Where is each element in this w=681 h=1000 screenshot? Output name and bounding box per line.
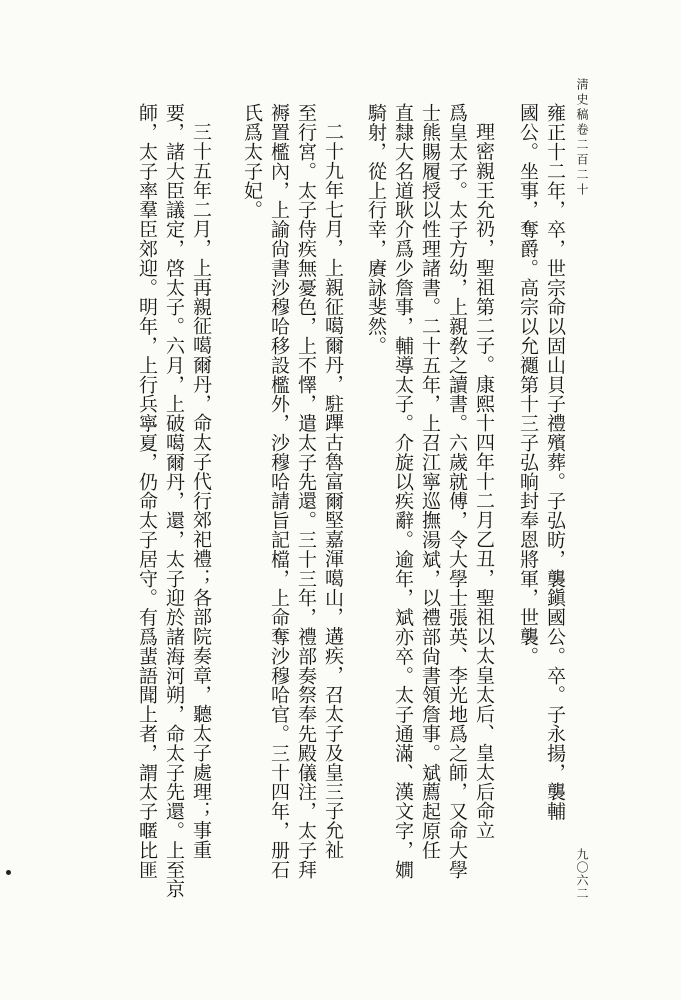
text-column-06: 直隸大名道耿介爲少詹事，輔導太子。介旋以疾辭。逾年，斌亦卒。太子通滿、漢文字，嫺 (392, 103, 414, 879)
text-column-11: 氏爲太子妃。 (241, 103, 263, 220)
text-column-01: 雍正十二年，卒，世宗命以固山貝子禮殯葬。子弘昉，襲鎭國公。卒。子永揚，襲輔 (544, 103, 566, 821)
text-column-02: 國公。坐事，奪爵。高宗以允禵第十三子弘晌封奉恩將軍，世襲。 (517, 103, 539, 666)
text-column-14: 師，太子率羣臣郊迎。明年，上行兵寧夏，仍命太子居守。有爲蜚語聞上者，謂太子暱比匪 (136, 103, 158, 879)
scan-speck (6, 870, 11, 875)
book-title-header: 淸史稿卷二百二十 (575, 78, 589, 198)
page-number: 九〇六二 (575, 848, 589, 900)
text-column-04: 爲皇太子。太子方幼，上親敎之讀書。六歲就傅，令大學士張英、李光地爲之師，又命大學 (446, 103, 468, 879)
text-column-13: 要，諸大臣議定，啓太子。六月，上破噶爾丹，還，太子迎於諸海河朔，命太子先還。上至京 (163, 103, 185, 899)
text-column-12: 三十五年二月，上再親征噶爾丹，命太子代行郊祀禮；各部院奏章，聽太子處理；事重 (190, 122, 212, 860)
text-column-07: 騎射，從上行幸，賡詠斐然。 (365, 103, 387, 356)
text-column-03: 理密親王允礽，聖祖第二子。康熙十四年十二月乙丑，聖祖以太皇太后、皇太后命立 (473, 122, 495, 840)
text-column-08: 二十九年七月，上親征噶爾丹，駐蹕古魯富爾堅嘉渾噶山，遘疾，召太子及皇三子允祉 (322, 122, 344, 860)
text-column-10: 褥置檻內，上諭尙書沙穆哈移設檻外，沙穆哈請旨記檔，上命奪沙穆哈官。三十四年，册石 (268, 103, 290, 879)
text-column-05: 士熊賜履授以性理諸書。二十五年，上召江寧巡撫湯斌，以禮部尙書領詹事。斌薦起原任 (419, 103, 441, 860)
text-column-09: 至行宮。太子侍疾無憂色，上不懌，遣太子先還。三十三年，禮部奏祭奉先殿儀注，太子拜 (295, 103, 317, 879)
